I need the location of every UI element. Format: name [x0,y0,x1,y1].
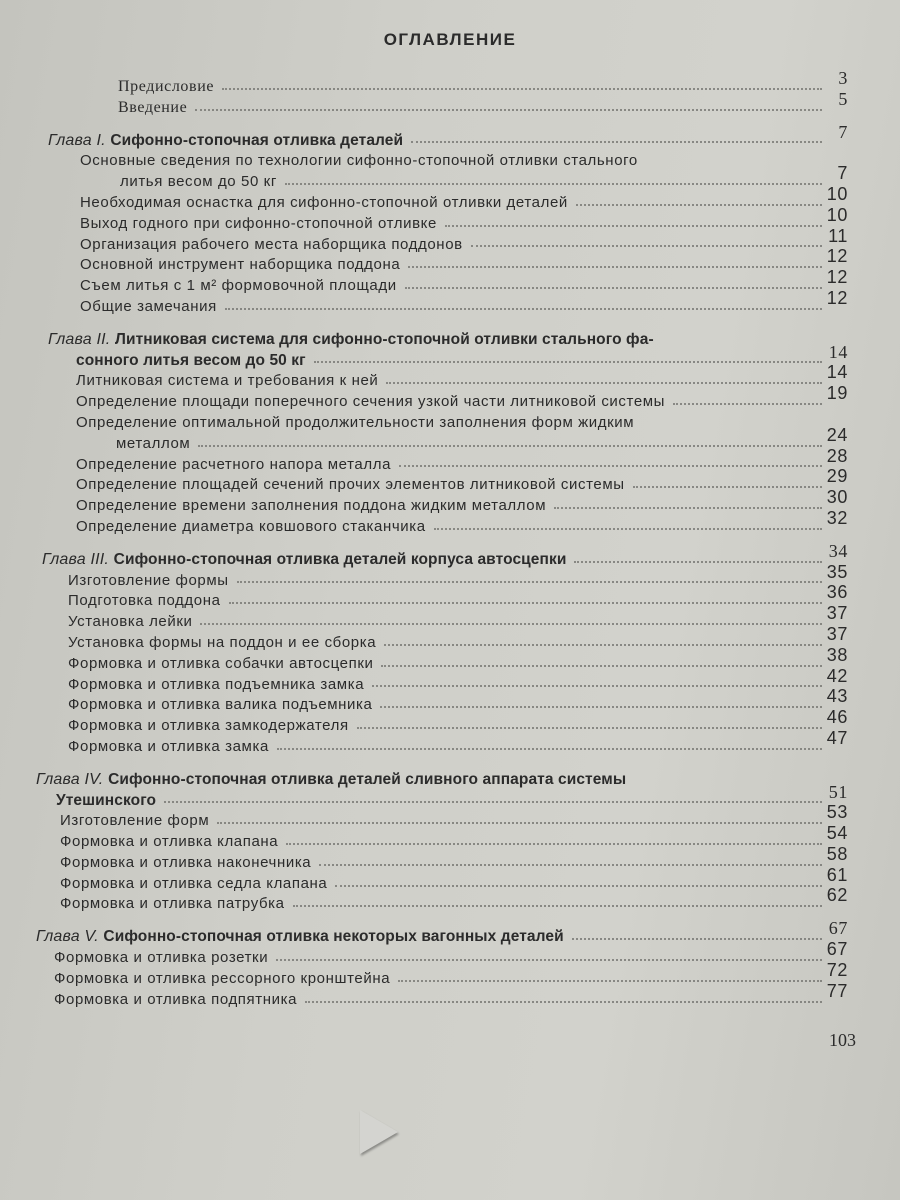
entry-text: Определение диаметра ковшового стаканчика [76,517,426,535]
toc-title: ОГЛАВЛЕНИЕ [383,30,517,49]
page-number: 30 [826,487,848,508]
page-number: 35 [826,561,848,582]
dot-leader [237,580,822,583]
dot-leader [305,1000,822,1003]
dot-leader [380,705,822,708]
toc-entry[interactable] [0,707,900,738]
page-number: 14 [828,341,848,362]
entry-text: Определение площадей сечений прочих элементов литниковой системы [76,476,625,494]
toc-entry[interactable] [0,823,900,854]
toc-entry[interactable] [0,980,900,1012]
toc-entry[interactable] [0,225,900,257]
page-number: 67 [828,918,848,939]
entry-text: Формовка и отливка клапана [60,833,279,851]
toc-entry[interactable] [0,287,900,319]
watermark-play-icon [360,1110,398,1154]
chapter-text [48,331,654,349]
dot-leader [633,485,822,488]
toc-entry[interactable] [0,561,900,593]
chapter-label: Глава I. [48,131,106,149]
dot-leader [434,527,822,530]
entry-text: Формовка и отливка рессорного кронштейна [54,969,391,987]
chapter-label: Глава II. [48,330,111,348]
entry-text: Изготовление формы [68,571,229,589]
page-number: 7 [838,121,848,142]
toc-entry[interactable] [0,183,900,215]
dot-leader [229,601,822,604]
page-number: 77 [826,980,848,1001]
entry-text: Предисловие [118,78,215,95]
toc-entry[interactable] [0,68,900,99]
dot-leader [445,224,822,227]
chapter-name: Сифонно-стопочная отливка деталей [110,131,404,149]
page-number: 12 [826,287,848,308]
toc-entry[interactable] [0,414,900,435]
page-number: 58 [826,843,848,864]
page-number: 36 [826,582,848,603]
toc-entry[interactable] [0,843,900,875]
chapter-label: Глава IV. [36,770,104,788]
chapter-name-cont: сонного литья весом до 50 кг [76,351,306,369]
entry-text: Основной инструмент наборщика поддона [80,256,401,274]
chapter-name: Сифонно-стопочная отливка деталей сливного аппарата системы [108,770,627,788]
dot-leader [276,958,822,961]
page-number: 72 [826,959,848,980]
toc-entry[interactable] [0,204,900,236]
page-number: 12 [826,267,848,288]
dot-leader [408,265,822,268]
chapter-gap [0,759,900,771]
page-number: 37 [826,623,848,644]
toc-entry[interactable] [0,603,900,634]
entry-text: Изготовление форм [60,812,210,830]
dot-leader [572,937,822,940]
entry-text: Формовка и отливка собачки автосцепки [68,654,374,672]
chapter-name-cont: Утешинского [56,791,157,809]
chapter-name: Сифонно-стопочная отливка деталей корпуса автосцепки [113,550,567,568]
dot-leader [217,821,822,824]
dot-leader [200,622,822,625]
chapter-heading[interactable] [0,918,900,949]
dot-leader [225,307,822,310]
page-number: 11 [828,225,848,246]
dot-leader [398,979,822,982]
dot-leader [319,863,822,866]
dot-leader [335,884,822,887]
entry-text: Определение расчетного напора металла [76,455,392,473]
entry-text: Определение времени заполнения поддона жидким металлом [76,497,547,515]
chapter-text [76,352,306,370]
page-number: 28 [826,445,848,466]
entry-text: Определение оптимальной продолжительности заполнения форм жидким [76,413,635,431]
chapter-label: Глава III. [42,550,110,568]
toc-entry[interactable] [0,582,900,613]
toc-entry[interactable] [0,267,900,298]
dot-leader [384,643,822,646]
page-number: 67 [826,939,848,960]
toc-entry[interactable] [0,959,900,991]
chapter-heading[interactable] [0,771,900,792]
page-number: 53 [826,802,848,823]
entry-text: Формовка и отливка розетки [54,949,269,967]
page-number: 38 [826,644,848,665]
dot-leader [471,244,822,247]
toc-entry-cont[interactable] [0,424,900,456]
entry-text: Литниковая система и требования к ней [76,372,379,390]
dot-leader [574,560,822,563]
table-of-contents [0,68,900,1011]
toc-entry[interactable] [0,88,900,120]
chapter-text [48,132,403,150]
dot-leader [164,800,822,803]
toc-entry[interactable] [0,802,900,833]
chapter-text [56,792,156,810]
entry-text: Формовка и отливка седла клапана [60,874,328,892]
entry-text: Определение площади поперечного сечения узкой части литниковой системы [76,393,666,411]
entry-text: Установка формы на поддон и ее сборка [68,633,377,651]
entry-text: литья весом до 50 кг [120,173,277,191]
entry-text: Формовка и отливка подпятника [54,990,298,1008]
entry-text: Общие замечания [80,297,217,315]
dot-leader [314,360,822,363]
dot-leader [381,664,822,667]
page-number: 51 [828,781,848,802]
toc-entry-cont[interactable] [0,163,900,194]
page-number: 19 [826,383,848,404]
chapter-gap [0,319,900,331]
chapter-name: Сифонно-стопочная отливка некоторых вагонных деталей [103,928,564,946]
page-number: 14 [826,362,848,383]
page-number: 47 [826,727,848,748]
dot-leader [554,506,822,509]
entry-text: металлом [116,434,191,452]
page-number: 3 [838,68,848,88]
toc-entry[interactable] [0,487,900,518]
dot-leader [277,747,822,750]
chapter-label: Глава V. [36,928,99,946]
dot-leader [286,842,822,845]
chapter-text [36,928,564,946]
entry-text: Необходимая оснастка для сифонно-стопочной отливки деталей [80,193,568,211]
dot-leader [195,108,822,111]
entry-text: Формовка и отливка патрубка [60,895,285,913]
page-number: 34 [828,540,848,561]
chapter-heading[interactable] [0,331,900,352]
dot-leader [411,140,822,143]
entry-text: Основные сведения по технологии сифонно-стопочной отливки стального [80,152,638,170]
page-number: 24 [826,424,848,445]
final-page-number: 103 [829,1030,856,1050]
entry-text: Формовка и отливка подъемника замка [68,675,365,693]
entry-text: Установка лейки [68,613,193,631]
chapter-gap [0,539,900,551]
dot-leader [673,402,822,405]
chapter-gap [0,120,900,132]
page-number: 10 [826,204,848,225]
entry-text: Выход годного при сифонно-стопочной отливке [80,214,437,232]
toc-entry[interactable] [0,383,900,414]
page-number: 46 [826,707,848,728]
page-number: 5 [838,88,848,109]
toc-entry[interactable] [0,246,900,277]
toc-entry[interactable] [0,727,900,759]
dot-leader [357,726,822,729]
entry-text: Формовка и отливка замка [68,737,269,755]
chapter-name: Литниковая система для сифонно-стопочной отливки стального фа- [115,330,654,348]
entry-text: Формовка и отливка наконечника [60,853,312,871]
dot-leader [293,904,822,907]
page-number: 10 [826,183,848,204]
chapter-heading-cont[interactable] [0,341,900,373]
toc-entry[interactable] [0,686,900,717]
dot-leader [399,464,822,467]
page-number: 42 [826,665,848,686]
toc-entry[interactable] [0,665,900,697]
toc-entry[interactable] [0,864,900,896]
chapter-text [36,771,626,789]
entry-text: Формовка и отливка замкодержателя [68,717,349,735]
page-number: 7 [837,163,848,184]
dot-leader [222,87,822,90]
entry-text: Введение [118,98,188,116]
dot-leader [372,684,822,687]
toc-entry[interactable] [0,445,900,477]
toc-entry[interactable] [0,362,900,393]
page-number: 12 [826,246,848,267]
toc-entry[interactable] [0,623,900,655]
chapter-text [42,551,566,569]
dot-leader [198,444,822,447]
entry-text: Формовка и отливка валика подъемника [68,696,373,714]
dot-leader [405,286,822,289]
page-number: 43 [826,686,848,707]
chapter-gap [0,916,900,928]
dot-leader [386,381,822,384]
chapter-heading[interactable] [0,121,900,153]
page-number: 32 [826,507,848,528]
toc-entry[interactable] [0,152,900,173]
entry-text: Съем литья с 1 м² формовочной площади [80,277,397,295]
toc-entry[interactable] [0,885,900,916]
toc-entry[interactable] [0,466,900,497]
page-number: 62 [826,885,848,906]
toc-entry[interactable] [0,507,900,539]
chapter-heading-cont[interactable] [0,781,900,813]
chapter-heading[interactable] [0,540,900,572]
page-number: 61 [826,864,848,885]
page-number: 54 [826,823,848,844]
toc-entry[interactable] [0,939,900,970]
page-number: 37 [826,603,848,624]
entry-text: Подготовка поддона [68,592,221,610]
dot-leader [285,182,822,185]
entry-text: Организация рабочего места наборщика поддонов [80,235,463,253]
page-number: 29 [826,466,848,487]
dot-leader [576,203,822,206]
toc-entry[interactable] [0,644,900,676]
